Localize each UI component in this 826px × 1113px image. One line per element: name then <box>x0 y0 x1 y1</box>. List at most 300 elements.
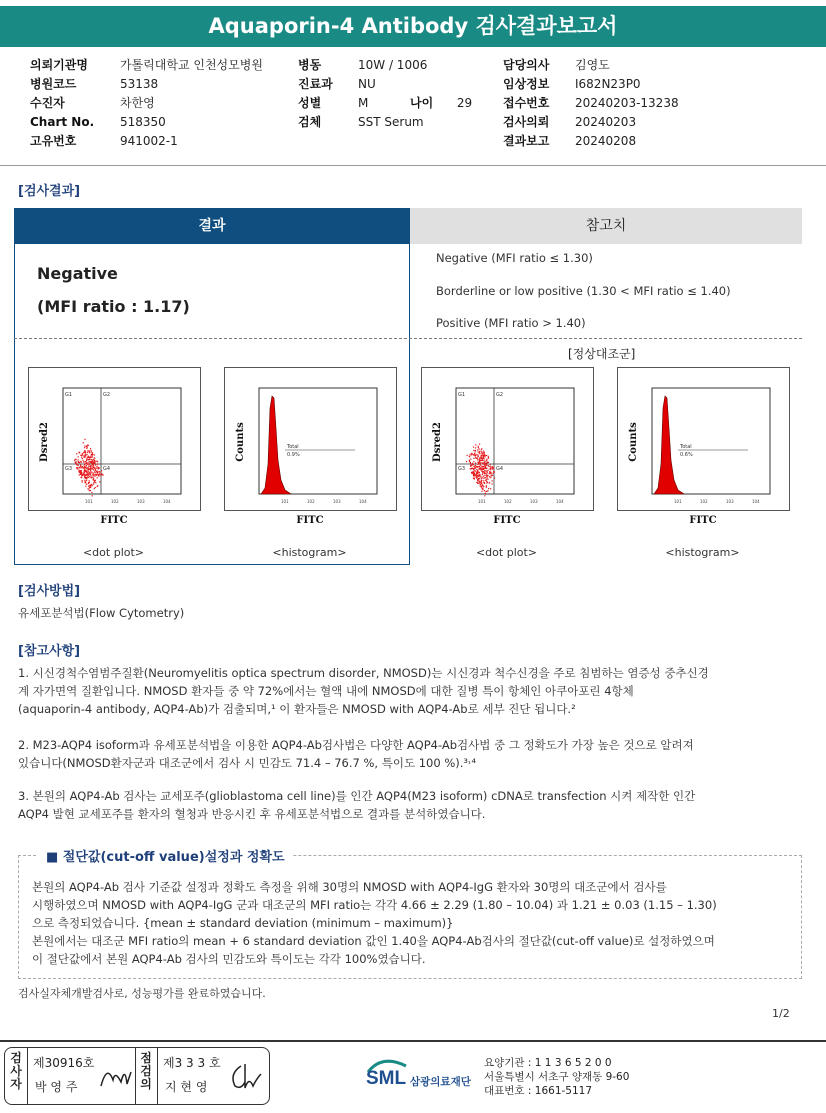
dot-mark <box>480 476 481 477</box>
dot-mark <box>86 480 87 481</box>
dot-mark <box>483 478 484 479</box>
dot-mark <box>88 456 89 457</box>
dot-mark <box>89 452 90 453</box>
info-row <box>30 113 263 132</box>
info-label: 진료과 <box>298 77 333 91</box>
dot-mark <box>481 480 482 481</box>
dot-mark <box>473 473 474 474</box>
dot-mark <box>91 459 92 460</box>
plot-caption: <dot plot> <box>82 546 145 559</box>
dot-mark <box>486 491 487 492</box>
note-2 <box>18 736 808 772</box>
patient-info-col1 <box>30 56 263 151</box>
dot-mark <box>478 478 479 479</box>
dot-mark <box>89 490 90 491</box>
dot-mark <box>94 476 95 477</box>
dot-mark <box>482 463 483 464</box>
dot-mark <box>96 466 97 467</box>
quadrant-label: G4 <box>103 466 111 472</box>
svg-text:101: 101 <box>281 499 289 504</box>
dot-mark <box>485 477 486 478</box>
info-label: 결과보고 <box>503 134 550 148</box>
dot-mark <box>483 485 484 486</box>
info-label: 병동 <box>298 58 322 72</box>
dot-mark <box>79 472 80 473</box>
dot-mark <box>478 475 479 476</box>
dot-mark <box>485 455 486 456</box>
quadrant-label: G3 <box>458 466 466 472</box>
svg-text:102: 102 <box>504 499 512 504</box>
dot-mark <box>489 476 490 477</box>
dot-mark <box>85 475 86 476</box>
dot-mark <box>477 477 478 478</box>
dot-mark <box>89 457 90 458</box>
org-line2: 서울특별시 서초구 양재동 9-60 <box>484 1071 630 1083</box>
dot-mark <box>82 458 83 459</box>
cutoff-line1: 본원의 AQP4-Ab 검사 기준값 설정과 정확도 측정을 위해 30명의 NMOSD with AQP4-IgG 환자와 30명의 대조군에서 검사를 <box>32 880 667 894</box>
dot-mark <box>470 465 471 466</box>
dot-mark <box>91 462 92 463</box>
notes-heading: [참고사항] <box>18 644 81 659</box>
info-label: 의뢰기관명 <box>30 58 88 72</box>
dot-mark <box>83 442 84 443</box>
dot-mark <box>479 460 480 461</box>
dot-mark <box>82 453 83 454</box>
dot-mark <box>481 468 482 469</box>
dot-mark <box>484 456 485 457</box>
dot-mark <box>476 473 477 474</box>
dot-mark <box>89 482 90 483</box>
dot-mark <box>477 482 478 483</box>
dot-mark <box>82 480 83 481</box>
dot-mark <box>95 469 96 470</box>
svg-text:103: 103 <box>530 499 538 504</box>
dot-mark <box>82 460 83 461</box>
dot-mark <box>92 464 93 465</box>
org-contact <box>484 1056 629 1098</box>
dot-mark <box>483 456 484 457</box>
dot-mark <box>481 491 482 492</box>
dot-mark <box>492 480 493 481</box>
info-label: 수진자 <box>30 96 65 110</box>
y-axis-label: Counts <box>628 422 639 462</box>
dot-mark <box>481 448 482 449</box>
info-value: SST Serum <box>358 115 424 129</box>
dot-mark <box>485 467 486 468</box>
org-line1: 요양기관 : 1 1 3 6 5 2 0 0 <box>484 1057 612 1069</box>
quadrant-label: G1 <box>458 392 466 398</box>
dot-mark <box>91 472 92 473</box>
svg-text:103: 103 <box>726 499 734 504</box>
dot-mark <box>474 453 475 454</box>
dot-mark <box>477 454 478 455</box>
dot-mark <box>96 461 97 462</box>
svg-text:104: 104 <box>359 499 367 504</box>
method-text: 유세포분석법(Flow Cytometry) <box>18 606 185 620</box>
dot-mark <box>80 467 81 468</box>
dot-mark <box>482 471 483 472</box>
quadrant-label: G2 <box>103 392 111 398</box>
dot-mark <box>93 482 94 483</box>
sign-divider <box>27 1048 28 1104</box>
cutoff-line2: 시행하였으며 NMOSD with AQP4-IgG 군과 대조군의 MFI ratio는 각각 4.66 ± 2.29 (1.80 – 10.04) 과 1.21 ± 0.03 (1.15 – 1.30) <box>32 898 717 912</box>
age-value: 29 <box>456 96 473 110</box>
dot-mark <box>88 475 89 476</box>
dot-mark <box>480 468 481 469</box>
info-value: 941002-1 <box>120 134 178 148</box>
y-axis-label: Dsred2 <box>432 422 443 462</box>
dot-mark <box>482 489 483 490</box>
dot-plot <box>28 367 201 526</box>
y-axis-label: Counts <box>235 422 246 462</box>
dot-mark <box>92 454 93 455</box>
histogram-plot <box>617 367 790 526</box>
dot-mark <box>88 477 89 478</box>
info-value: 가톨릭대학교 인천성모병원 <box>120 58 263 72</box>
x-axis-label: FITC <box>296 515 324 526</box>
sign1-id: 제30916호 <box>33 1056 95 1070</box>
dot-mark <box>469 454 470 455</box>
dot-mark <box>84 447 85 448</box>
dot-mark <box>86 465 87 466</box>
dot-mark <box>87 462 88 463</box>
dot-mark <box>483 462 484 463</box>
dot-mark <box>84 474 85 475</box>
dot-mark <box>475 447 476 448</box>
dot-mark <box>492 467 493 468</box>
page-number: 1/2 <box>772 1007 790 1020</box>
dot-mark <box>87 469 88 470</box>
info-label: 성별 <box>298 96 322 110</box>
dot-mark <box>90 465 91 466</box>
divider <box>0 165 826 166</box>
dot-mark <box>97 485 98 486</box>
signature-1-icon <box>97 1062 133 1092</box>
dot-mark <box>90 471 91 472</box>
dot-mark <box>474 478 475 479</box>
dot-mark <box>479 457 480 458</box>
dot-mark <box>479 444 480 445</box>
dot-mark <box>488 457 489 458</box>
dot-mark <box>89 466 90 467</box>
dot-mark <box>475 444 476 445</box>
dot-mark <box>95 461 96 462</box>
cutoff-line5: 이 절단값에서 본원 AQP4-Ab 검사의 민감도와 특이도는 각각 100%였습니다. <box>32 952 426 966</box>
dot-mark <box>87 445 88 446</box>
svg-text:102: 102 <box>111 499 119 504</box>
dot-mark <box>85 481 86 482</box>
dot-mark <box>479 481 480 482</box>
dot-mark <box>78 464 79 465</box>
dot-mark <box>470 459 471 460</box>
dot-mark <box>483 469 484 470</box>
dot-mark <box>479 448 480 449</box>
dot-mark <box>490 469 491 470</box>
dot-mark <box>480 485 481 486</box>
dot-mark <box>80 470 81 471</box>
dot-mark <box>486 461 487 462</box>
dot-mark <box>477 462 478 463</box>
dot-mark <box>478 447 479 448</box>
dot-mark <box>479 466 480 467</box>
dot-mark <box>493 473 494 474</box>
dot-mark <box>86 484 87 485</box>
dot-mark <box>78 469 79 470</box>
dot-mark <box>490 466 491 467</box>
info-row <box>503 132 679 151</box>
dot-mark <box>477 458 478 459</box>
dot-mark <box>487 479 488 480</box>
info-row <box>30 94 263 113</box>
dot-mark <box>89 476 90 477</box>
dot-mark <box>485 468 486 469</box>
dashed-divider <box>14 338 802 339</box>
dot-mark <box>482 455 483 456</box>
info-value: 20240203 <box>575 115 637 129</box>
info-row <box>503 94 679 113</box>
dot-mark <box>471 472 472 473</box>
dot-mark <box>93 484 94 485</box>
dot-mark <box>490 464 491 465</box>
dot-mark <box>82 467 83 468</box>
dot-mark <box>475 450 476 451</box>
dot-mark <box>475 475 476 476</box>
dot-mark <box>78 461 79 462</box>
dot-mark <box>488 462 489 463</box>
dot-mark <box>94 457 95 458</box>
dot-mark <box>486 486 487 487</box>
org-name: 삼광의료재단 <box>410 1076 471 1088</box>
dot-mark <box>472 463 473 464</box>
info-value: 20240203-13238 <box>575 96 679 110</box>
dot-mark <box>484 472 485 473</box>
dot-mark <box>471 454 472 455</box>
dot-mark <box>483 480 484 481</box>
dot-mark <box>86 448 87 449</box>
reference-negative: Negative (MFI ratio ≤ 1.30) <box>436 251 593 265</box>
dot-mark <box>94 460 95 461</box>
info-value: NU <box>358 77 376 91</box>
dot-mark <box>486 474 487 475</box>
info-row <box>298 113 427 132</box>
info-row <box>298 94 427 113</box>
dot-mark <box>89 480 90 481</box>
dot-mark <box>486 476 487 477</box>
dot-mark <box>90 469 91 470</box>
dot-mark <box>88 457 89 458</box>
dot-mark <box>91 492 92 493</box>
svg-text:104: 104 <box>556 499 564 504</box>
dot-mark <box>76 453 77 454</box>
dot-mark <box>492 469 493 470</box>
dot-mark <box>101 474 102 475</box>
dot-mark <box>80 461 81 462</box>
dot-mark <box>485 464 486 465</box>
dot-mark <box>85 486 86 487</box>
plot-caption: <histogram> <box>665 546 740 559</box>
dot-mark <box>90 456 91 457</box>
dot-mark <box>483 466 484 467</box>
info-value: 53138 <box>120 77 159 91</box>
dot-mark <box>92 476 93 477</box>
gate-label: Total <box>680 444 692 450</box>
dot-mark <box>81 477 82 478</box>
dot-mark <box>77 467 78 468</box>
dot-mark <box>87 447 88 448</box>
dot-mark <box>481 455 482 456</box>
dot-mark <box>81 475 82 476</box>
info-value: 20240208 <box>575 134 637 148</box>
dot-mark <box>475 471 476 472</box>
x-axis-label: FITC <box>493 515 521 526</box>
signature-2-icon <box>227 1060 263 1094</box>
dot-mark <box>484 458 485 459</box>
dot-mark <box>492 483 493 484</box>
cutoff-line4: 본원에서는 대조군 MFI ratio의 mean + 6 standard deviation 값인 1.40을 AQP4-Ab검사의 절단값(cut-off value)로 설정하였으며 <box>32 934 715 948</box>
dot-mark <box>90 490 91 491</box>
dot-mark <box>93 474 94 475</box>
svg-text:103: 103 <box>333 499 341 504</box>
top-border <box>0 0 826 4</box>
dot-mark <box>88 459 89 460</box>
gate-value: 0.6% <box>680 452 693 458</box>
method-heading: [검사방법] <box>18 584 81 599</box>
info-row <box>298 75 427 94</box>
y-axis-label: Dsred2 <box>39 422 50 462</box>
result-header: 결과 <box>14 208 410 244</box>
dot-mark <box>490 477 491 478</box>
dot-mark <box>79 452 80 453</box>
dot-mark <box>470 468 471 469</box>
dot-mark <box>80 474 81 475</box>
dot-mark <box>473 450 474 451</box>
dot-mark <box>87 488 88 489</box>
dot-mark <box>478 469 479 470</box>
cutoff-text <box>32 878 792 968</box>
results-heading: [검사결과] <box>18 184 81 199</box>
dot-mark <box>490 468 491 469</box>
dot-mark <box>474 470 475 471</box>
dot-mark <box>83 473 84 474</box>
dot-mark <box>486 455 487 456</box>
svg-text:102: 102 <box>307 499 315 504</box>
dot-mark <box>99 481 100 482</box>
dot-mark <box>474 468 475 469</box>
dot-plot <box>421 367 594 526</box>
dot-mark <box>89 461 90 462</box>
dot-mark <box>97 472 98 473</box>
dot-mark <box>94 463 95 464</box>
dot-mark <box>475 463 476 464</box>
svg-text:104: 104 <box>163 499 171 504</box>
svg-text:101: 101 <box>674 499 682 504</box>
dot-mark <box>481 462 482 463</box>
result-mfi: (MFI ratio : 1.17) <box>37 297 190 316</box>
dot-mark <box>480 460 481 461</box>
dot-mark <box>93 473 94 474</box>
dot-mark <box>477 459 478 460</box>
dot-mark <box>467 455 468 456</box>
dot-mark <box>472 468 473 469</box>
dot-mark <box>78 459 79 460</box>
dot-mark <box>482 473 483 474</box>
dot-mark <box>478 472 479 473</box>
dot-mark <box>479 461 480 462</box>
dot-mark <box>482 485 483 486</box>
dot-mark <box>488 488 489 489</box>
sign2-title: 점검의 <box>140 1051 152 1091</box>
dot-mark <box>82 481 83 482</box>
dot-mark <box>482 460 483 461</box>
note-1-line1: 1. 시신경척수염범주질환(Neuromyelitis optica spectrum disorder, NMOSD)는 시신경과 척수신경을 주로 침범하는 염증성 중추신경 <box>18 666 709 680</box>
info-value: 차한영 <box>120 96 155 110</box>
dot-mark <box>486 481 487 482</box>
sml-logo <box>362 1056 482 1092</box>
note-2-line1: 2. M23-AQP4 isoform과 유세포분석법을 이용한 AQP4-Ab검사법은 다양한 AQP4-Ab검사법 중 그 정확도가 가장 높은 것으로 알려져 <box>18 738 694 752</box>
sign1-name: 박 영 주 <box>35 1080 78 1094</box>
reference-positive: Positive (MFI ratio > 1.40) <box>436 316 586 330</box>
dot-mark <box>473 466 474 467</box>
dot-mark <box>480 475 481 476</box>
dot-mark <box>94 454 95 455</box>
dot-mark <box>478 446 479 447</box>
dot-mark <box>488 470 489 471</box>
dot-mark <box>86 458 87 459</box>
dot-mark <box>482 466 483 467</box>
info-label: 검사의뢰 <box>503 115 550 129</box>
dot-mark <box>483 471 484 472</box>
dot-mark <box>486 482 487 483</box>
info-row <box>503 56 679 75</box>
dot-mark <box>473 447 474 448</box>
dot-mark <box>481 478 482 479</box>
dot-mark <box>92 455 93 456</box>
dot-mark <box>484 490 485 491</box>
normal-control-label: [정상대조군] <box>568 347 636 361</box>
dot-mark <box>84 470 85 471</box>
info-label: Chart No. <box>30 115 95 129</box>
dot-mark <box>99 474 100 475</box>
dot-mark <box>86 470 87 471</box>
footer-divider <box>0 1040 826 1042</box>
dot-mark <box>92 453 93 454</box>
info-label: 임상정보 <box>503 77 550 91</box>
dot-mark <box>471 453 472 454</box>
dot-mark <box>477 480 478 481</box>
logo-text: SML <box>366 1068 407 1089</box>
quadrant-label: G3 <box>65 466 73 472</box>
info-row <box>30 75 263 94</box>
dot-mark <box>84 461 85 462</box>
dot-mark <box>84 469 85 470</box>
note-1-line3: (aquaporin-4 antibody, AQP4-Ab)가 검출되며,¹ 이 환자들은 NMOSD with AQP4-Ab로 세부 진단 됩니다.² <box>18 702 576 716</box>
dot-mark <box>487 477 488 478</box>
info-value: 10W / 1006 <box>358 58 428 72</box>
dot-mark <box>469 460 470 461</box>
dot-mark <box>478 456 479 457</box>
dot-mark <box>101 470 102 471</box>
dot-mark <box>477 471 478 472</box>
dot-mark <box>92 474 93 475</box>
dot-mark <box>84 464 85 465</box>
info-value: M <box>358 96 369 110</box>
dot-mark <box>75 462 76 463</box>
dot-mark <box>480 464 481 465</box>
histogram-plot <box>224 367 397 526</box>
dot-mark <box>94 488 95 489</box>
note-3-line1: 3. 본원의 AQP4-Ab 검사는 교세포주(glioblastoma cell line)를 인간 AQP4(M23 isoform) cDNA로 transfection 시켜 제작한 인간 <box>18 789 696 803</box>
dot-mark <box>84 446 85 447</box>
